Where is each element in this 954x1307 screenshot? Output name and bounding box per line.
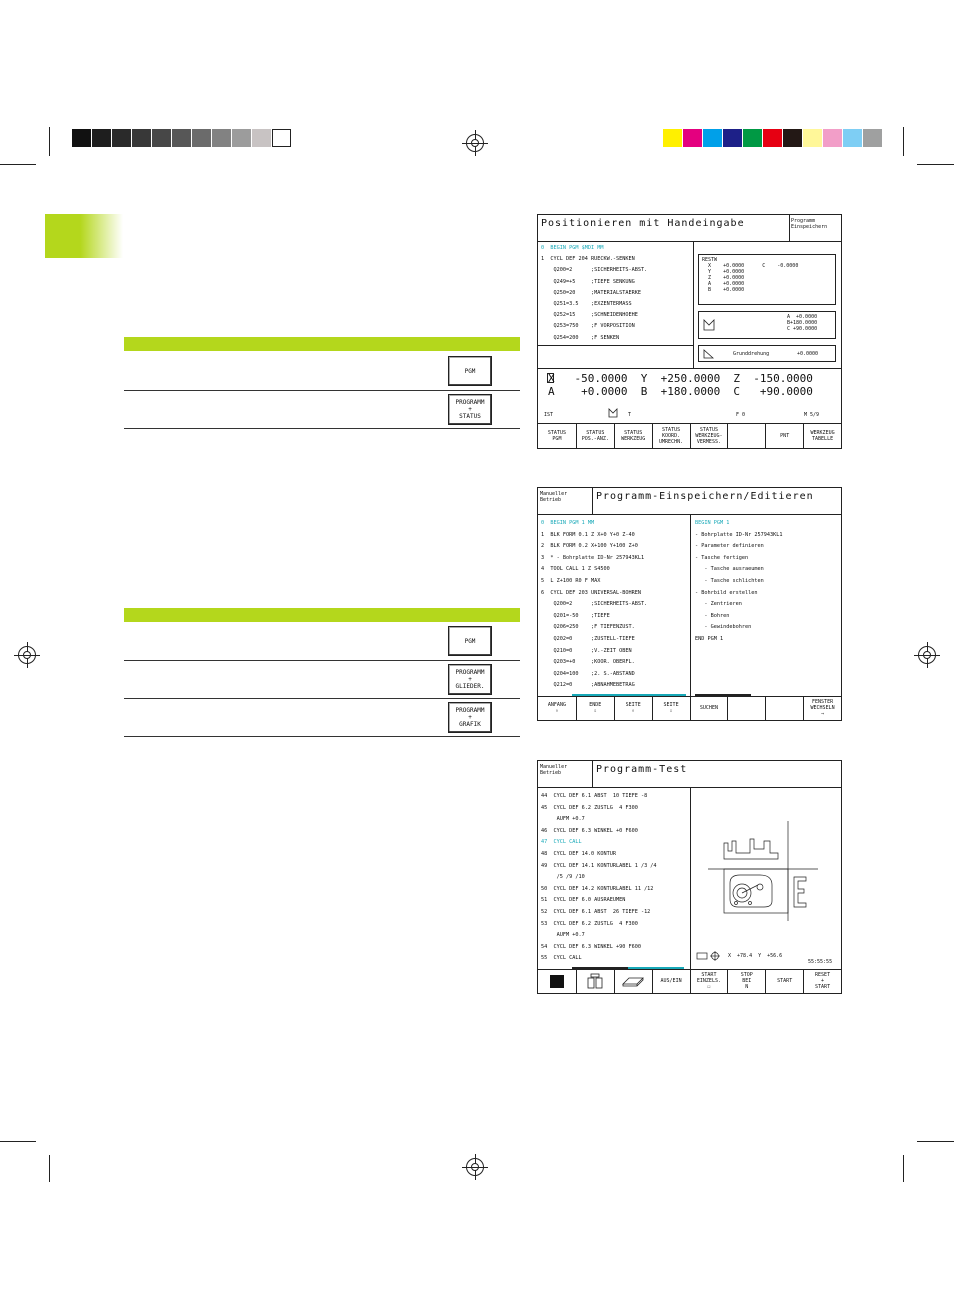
program-line[interactable]: 48 CYCL DEF 14.0 KONTUR: [541, 850, 616, 857]
program-listing: [541, 518, 647, 692]
program-line[interactable]: - Tasche ausraeumen: [695, 566, 764, 573]
color-swatch: [703, 129, 722, 147]
chapter-tab: [45, 214, 123, 258]
softkey-8[interactable]: [803, 696, 841, 720]
program-line[interactable]: Q200=2 ;SICHERHEITS-ABST.: [541, 267, 648, 274]
position-line-2: A +0.0000 B +180.0000 C +90.0000: [548, 385, 813, 398]
softkey-3[interactable]: [614, 696, 652, 720]
program-line[interactable]: Q210=0 ;V.-ZEIT OBEN: [541, 647, 632, 654]
program-line[interactable]: END PGM 1: [695, 635, 724, 642]
color-swatch: [192, 129, 211, 147]
program-line[interactable]: Q203=+0 ;KOOR. OBERFL.: [541, 659, 635, 666]
color-swatch: [843, 129, 862, 147]
program-line[interactable]: Q252=15 ;SCHNEIDENHOEHE: [541, 312, 638, 319]
screen-editieren: [537, 487, 842, 721]
program-line[interactable]: 4 TOOL CALL 1 Z S4500: [541, 566, 610, 573]
screen-title: Programm-Test: [596, 764, 688, 775]
softkey-label: PNT: [780, 433, 790, 439]
program-line[interactable]: - Gewindebohren: [695, 624, 752, 631]
mode-label: Programm Einspeichern: [791, 218, 828, 230]
color-swatch: [663, 129, 682, 147]
registration-mark-bottom: [466, 1158, 484, 1176]
softkey-1[interactable]: [538, 696, 576, 720]
softkey-label: STOP BEI N: [740, 972, 753, 990]
softkey-1[interactable]: [538, 424, 576, 448]
program-line[interactable]: 2 BLK FORM 0.2 X+100 Y+100 Z+0: [541, 543, 638, 550]
color-swatch: [683, 129, 702, 147]
program-line[interactable]: Q200=2 ;SICHERHEITS-ABST.: [541, 601, 648, 608]
color-swatch: [92, 129, 111, 147]
grunddrehung-value: +0.0000: [797, 351, 819, 357]
softkey-label: AUS/EIN: [660, 978, 682, 984]
table-row-divider: [124, 660, 520, 661]
mode-label: Manueller Betrieb: [540, 764, 568, 776]
softkey-6[interactable]: [727, 424, 765, 448]
softkey-6[interactable]: [727, 969, 765, 993]
program-line[interactable]: Q206=250 ;F TIEFENZUST.: [541, 624, 635, 631]
softkey-label: WERKZEUG TABELLE: [810, 430, 835, 442]
softkey-label: START EINZELS. ☐: [696, 972, 721, 990]
softkey-label: STATUS KOORD. UMRECHN.: [659, 427, 684, 445]
color-swatch: [763, 129, 782, 147]
stop-square-icon: [550, 975, 564, 988]
outline-listing: [695, 518, 782, 646]
program-line[interactable]: 6 CYCL DEF 203 UNIVERSAL-BOHREN: [541, 589, 641, 596]
softkey-5[interactable]: [690, 424, 728, 448]
program-listing: [541, 791, 657, 965]
rotation-icon: [703, 349, 714, 359]
program-line[interactable]: 45 CYCL DEF 6.2 ZUSTLG 4 F300: [541, 804, 638, 811]
tool-icon: [608, 408, 618, 418]
color-swatch: [212, 129, 231, 147]
coordinate-icon: [696, 951, 722, 961]
program-line[interactable]: 44 CYCL DEF 6.1 ABST 10 TIEFE -8: [541, 793, 648, 799]
table-header-bar: [124, 337, 520, 351]
softkey-label: STATUS WERKZEUG: [621, 430, 646, 442]
test-time: 55:55:55: [808, 959, 833, 965]
table-row-divider: [124, 390, 520, 391]
softkey-5[interactable]: [690, 969, 728, 993]
program-line[interactable]: 3 * - Bohrplatte ID-Nr 257943KL1: [541, 554, 645, 561]
table-row-divider: [124, 698, 520, 699]
program-line[interactable]: AUFM +0.7: [541, 932, 585, 939]
program-line[interactable]: - Bohrplatte ID-Nr 257943KL1: [695, 531, 783, 538]
screen-title: Programm-Einspeichern/Editieren: [596, 491, 814, 502]
split-view-icon: [587, 973, 603, 989]
program-line[interactable]: Q201=-50 ;TIEFE: [541, 612, 610, 619]
softkey-label: ENDE ⇩: [589, 702, 602, 714]
tilt-icon: [703, 319, 715, 331]
program-line[interactable]: - Tasche fertigen: [695, 554, 749, 561]
program-line[interactable]: BEGIN PGM 1: [695, 520, 730, 526]
color-swatch: [232, 129, 251, 147]
program-line[interactable]: - Tasche schlichten: [695, 577, 764, 584]
softkey-2[interactable]: [576, 424, 614, 448]
table-row-divider: [124, 428, 520, 429]
workpiece-3d-icon: [622, 975, 644, 987]
program-line[interactable]: 1 CYCL DEF 204 RUECKW.-SENKEN: [541, 256, 635, 263]
softkey-label: FENSTER WECHSELN ⇒: [810, 699, 835, 717]
rotation-values: A +0.0000 B+180.0000 C +90.0000: [787, 314, 818, 332]
program-line[interactable]: - Zentrieren: [695, 601, 742, 608]
color-swatch: [823, 129, 842, 147]
program-line[interactable]: Q254=200 ;F SENKEN: [541, 334, 620, 341]
program-line[interactable]: 55 CYCL CALL: [541, 955, 582, 962]
restw-values: RESTW X +0.0000 C -0.0000 Y +0.0000 Z +0.0000 A +0.0000 B +0.0000: [702, 257, 799, 293]
program-line[interactable]: Q212=0 ;ABNAHMEBETRAG: [541, 682, 635, 689]
color-swatch: [272, 129, 291, 147]
title-bar: [538, 215, 790, 242]
color-swatch: [743, 129, 762, 147]
program-listing: [541, 243, 647, 344]
coordinate-readout: X +78.4 Y +56.6: [728, 953, 783, 959]
program-line[interactable]: - Parameter definieren: [695, 543, 764, 550]
softkey-label: STATUS POS.-ANZ.: [581, 430, 609, 442]
position-line-1: X -50.0000 Y +250.0000 Z -150.0000: [548, 372, 813, 385]
screen-positionieren: [537, 214, 842, 449]
mode-label: Manueller Betrieb: [540, 491, 568, 503]
table-row-divider: [124, 736, 520, 737]
grunddrehung-label: Grunddrehung: [733, 351, 770, 357]
softkey-label: SUCHEN: [699, 705, 718, 711]
restw-panel: [698, 254, 836, 305]
status-ist: IST: [544, 412, 554, 418]
test-graphic: [708, 821, 818, 921]
softkey-3[interactable]: [614, 424, 652, 448]
softkey-label: ANFANG ⇧: [547, 702, 566, 714]
softkey-2[interactable]: [576, 696, 614, 720]
program-line[interactable]: 0 BEGIN PGM 1 MM: [541, 520, 595, 526]
program-line[interactable]: 51 CYCL DEF 6.0 AUSRAEUMEN: [541, 897, 626, 904]
program-line[interactable]: AUFM +0.7: [541, 816, 585, 823]
softkey-7[interactable]: [765, 969, 803, 993]
program-line[interactable]: - Bohren: [695, 612, 730, 619]
program-line[interactable]: /5 /9 /10: [541, 874, 585, 881]
pgm-key[interactable]: PGM: [448, 356, 492, 386]
program-line[interactable]: 49 CYCL DEF 14.1 KONTURLABEL 1 /3 /4: [541, 862, 657, 869]
softkey-label: STATUS PGM: [547, 430, 566, 442]
softkey-6[interactable]: [727, 696, 765, 720]
color-swatch: [803, 129, 822, 147]
softkey-8[interactable]: [803, 969, 841, 993]
program-line[interactable]: - Bohrbild erstellen: [695, 589, 758, 596]
pgm-key[interactable]: PGM: [448, 626, 492, 656]
programm-status-key[interactable]: PROGRAMM + STATUS: [448, 394, 492, 425]
softkey-label: STATUS WERKZEUG- VERMESS.: [695, 427, 723, 445]
status-t: T: [628, 412, 632, 418]
program-line[interactable]: Q253=750 ;F VORPOSITION: [541, 323, 635, 330]
color-swatch: [723, 129, 742, 147]
softkey-label: SEITE ⇩: [663, 702, 679, 714]
programm-grafik-key[interactable]: PROGRAMM + GRAFIK: [448, 702, 492, 733]
softkey-7[interactable]: [765, 696, 803, 720]
grunddrehung-panel: [698, 345, 836, 362]
color-swatch: [783, 129, 802, 147]
table-header-bar: [124, 608, 520, 622]
softkey-7[interactable]: [765, 424, 803, 448]
softkey-1[interactable]: [538, 969, 576, 993]
program-line[interactable]: 52 CYCL DEF 6.1 ABST 26 TIEFE -12: [541, 908, 651, 915]
softkey-4[interactable]: [652, 969, 690, 993]
registration-mark-left: [18, 646, 36, 664]
program-line[interactable]: Q202=0 ;ZUSTELL-TIEFE: [541, 635, 635, 642]
registration-mark-top: [466, 134, 484, 152]
program-line[interactable]: Q249=+5 ;TIEFE SENKUNG: [541, 278, 635, 285]
program-line[interactable]: 1 BLK FORM 0.1 Z X+0 Y+0 Z-40: [541, 531, 635, 538]
color-swatch: [252, 129, 271, 147]
program-line[interactable]: Q250=20 ;MATERIALSTAERKE: [541, 289, 641, 296]
softkey-2[interactable]: [576, 969, 614, 993]
program-line[interactable]: 53 CYCL DEF 6.2 ZUSTLG 4 F300: [541, 920, 638, 927]
color-swatch: [112, 129, 131, 147]
color-swatch: [72, 129, 91, 147]
screen-title: Positionieren mit Handeingabe: [541, 218, 745, 229]
softkey-5[interactable]: [690, 696, 728, 720]
softkey-label: START: [777, 978, 793, 984]
color-swatch: [132, 129, 151, 147]
status-m: M 5/9: [804, 412, 820, 418]
softkey-4[interactable]: [652, 424, 690, 448]
screen-programm-test: [537, 760, 842, 994]
program-line[interactable]: Q251=3.5 ;EXZENTERMASS: [541, 301, 632, 308]
program-line[interactable]: 47 CYCL CALL: [541, 839, 582, 846]
program-line[interactable]: 0 BEGIN PGM $MDI MM: [541, 245, 604, 251]
program-line[interactable]: Q204=100 ;2. S.-ABSTAND: [541, 670, 635, 677]
registration-mark-right: [918, 646, 936, 664]
status-f: F 0: [736, 412, 746, 418]
softkey-8[interactable]: [803, 424, 841, 448]
color-swatch: [152, 129, 171, 147]
color-swatch: [863, 129, 882, 147]
program-line[interactable]: 46 CYCL DEF 6.3 WINKEL +0 F600: [541, 827, 638, 834]
color-swatch: [172, 129, 191, 147]
program-line[interactable]: 54 CYCL DEF 6.3 WINKEL +90 F600: [541, 943, 641, 950]
softkey-label: SEITE ⇧: [625, 702, 641, 714]
program-line[interactable]: 50 CYCL DEF 14.2 KONTURLABEL 11 /12: [541, 885, 654, 892]
programm-gliederung-key[interactable]: PROGRAMM + GLIEDER.: [448, 664, 492, 695]
rotation-panel: [698, 311, 836, 339]
softkey-label: RESET + START: [815, 972, 831, 990]
program-line[interactable]: 5 L Z+100 R0 F MAX: [541, 577, 601, 584]
softkey-3[interactable]: [614, 969, 652, 993]
softkey-4[interactable]: [652, 696, 690, 720]
